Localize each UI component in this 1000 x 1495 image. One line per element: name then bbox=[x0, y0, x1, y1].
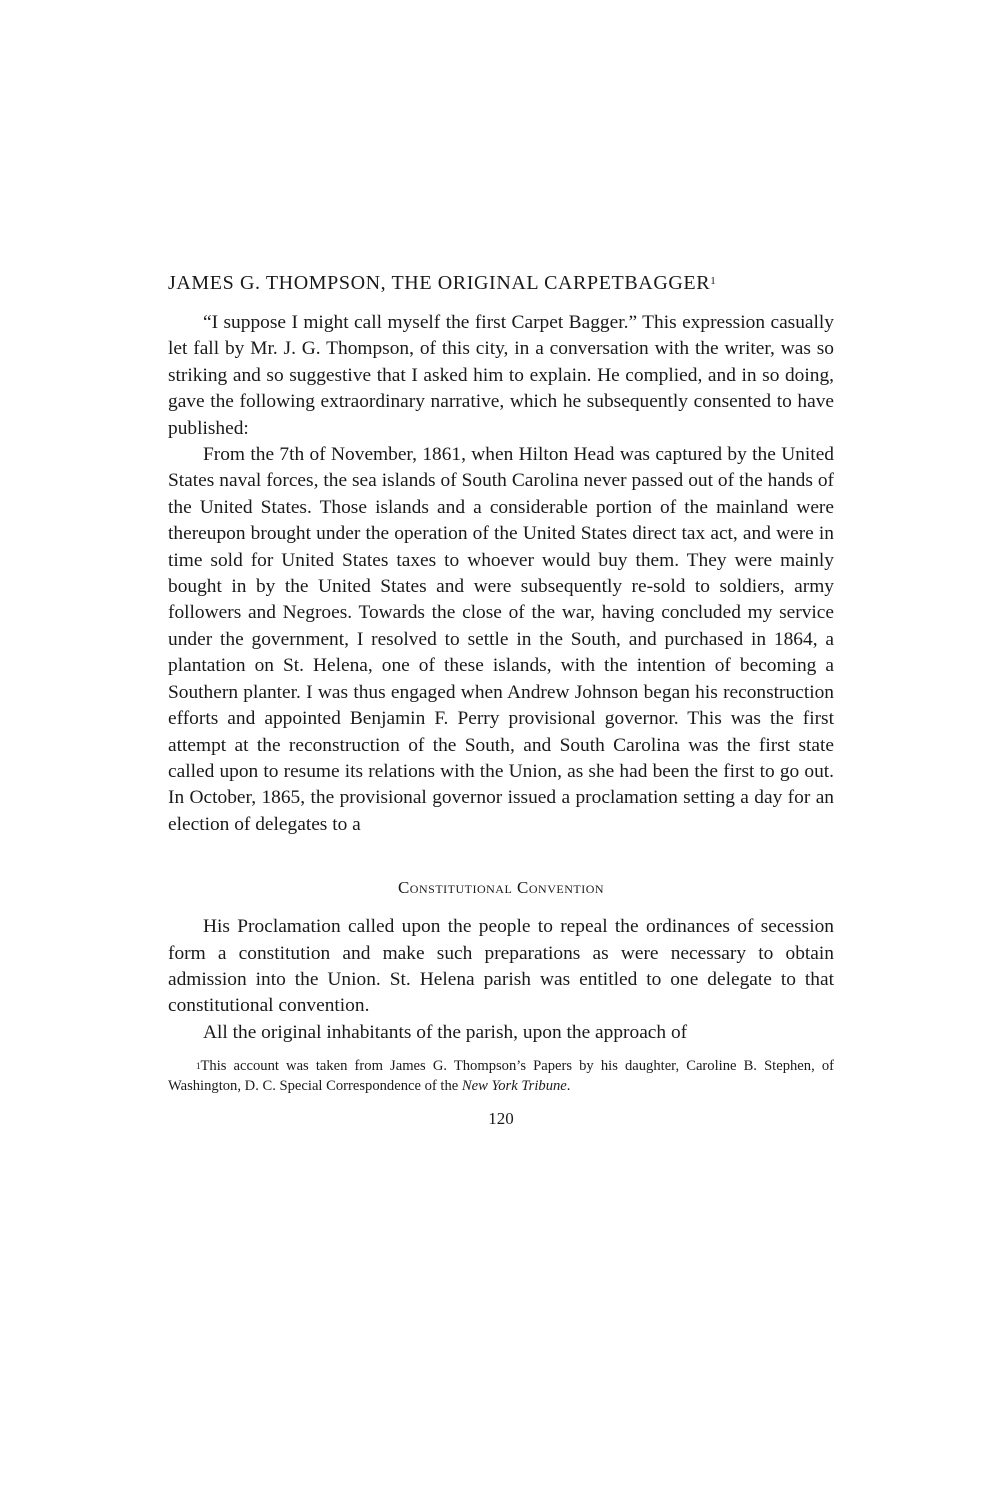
footnote-italic-title: New York Tribune bbox=[461, 1078, 567, 1095]
document-title bbox=[168, 268, 834, 298]
footnote bbox=[168, 1056, 834, 1096]
footnote-separator bbox=[168, 1046, 834, 1056]
narrative-paragraph: From the 7th of November, 1861, when Hilton Head was captured by the United States naval forces, the sea islands of South Carolina never passed out of the hands of the United States. Those islands and a considerable portion of the mainland were thereupon brought under the operation of the United States direct tax act, and were in time sold for United States taxes to whoever would buy them. They were mainly bought in by the United States and were subsequently re-sold to soldiers, army followers and Negroes. Towards the close of the war, having concluded my service under the government, I resolved to settle in the South, and purchased in 1864, a plantation on St. Helena, one of these islands, with the intention of becoming a Southern planter. I was thus engaged when Andrew Johnson began his reconstruction efforts and appointed Benjamin F. Perry provisional governor. This was the first attempt at the reconstruction of the South, and South Carolina was the first state called upon to resume its relations with the Union, as she had been the first to go out. In October, 1865, the provisional governor issued a proclamation setting a day for an election of delegates to a bbox=[168, 444, 834, 835]
page-number: 120 bbox=[488, 1109, 514, 1129]
title-footnote-mark: 1 bbox=[710, 275, 717, 287]
footnote-text-end: . bbox=[566, 1078, 571, 1095]
title-text: JAMES G. THOMPSON, THE ORIGINAL CARPETBAGGER bbox=[168, 272, 711, 294]
inhabitants-paragraph: All the original inhabitants of the parish, upon the approach of bbox=[203, 1021, 688, 1043]
footnote-mark: 1 bbox=[196, 1061, 201, 1072]
footnote-text: This account was taken from James G. Thompson’s Papers by his daughter, Caroline B. Stephen, of Washington, D. C. Special Correspondence of the bbox=[168, 1058, 834, 1095]
intro-paragraph: “I suppose I might call myself the first Carpet Bagger.” This expression casually let fall by Mr. J. G. Thompson, of this city, in a conversation with the writer, was so striking and so suggestive that I asked him to explain. He complied, and in so doing, gave the following extraordinary narrative, which he subsequently consented to have published: bbox=[168, 312, 834, 439]
section-heading: Constitutional Convention bbox=[397, 878, 605, 898]
proclamation-paragraph: His Proclamation called upon the people to repeal the ordinances of secession form a constitution and make such preparations as were necessary to obtain admission into the Union. St. Helena parish was entitled to one delegate to that constitutional convention. bbox=[168, 916, 834, 1017]
document-page bbox=[168, 268, 834, 1130]
